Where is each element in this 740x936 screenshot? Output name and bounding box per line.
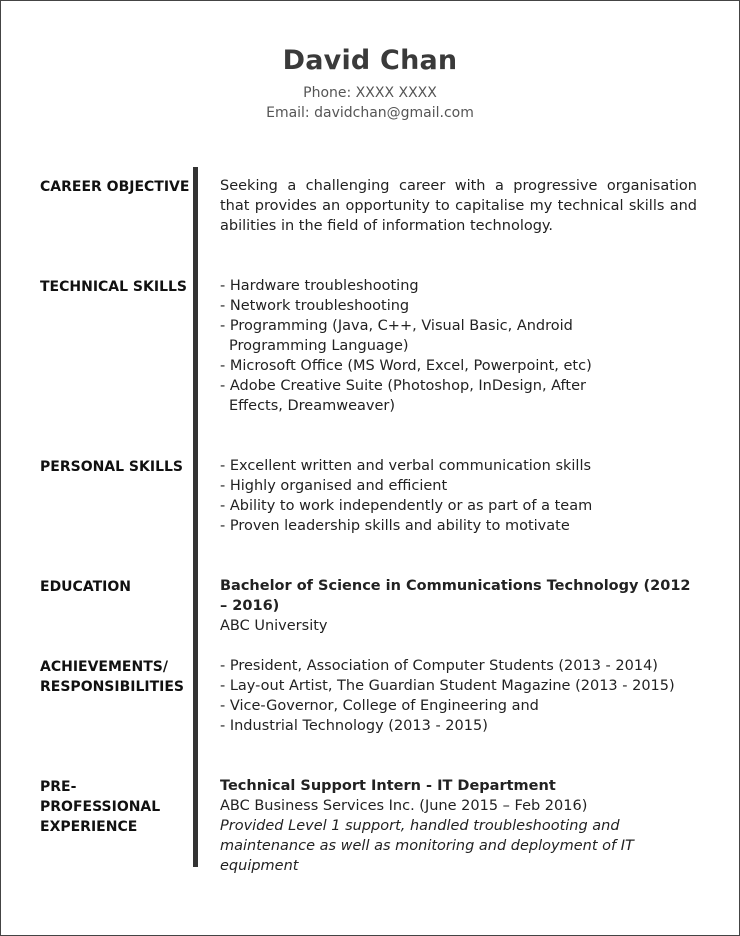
achievements-list [220,656,697,736]
list-item: - Microsoft Office (MS Word, Excel, Powerpoint, etc) [220,358,592,374]
list-item: - Vice-Governor, College of Engineering and [220,698,539,714]
section-label-education: EDUCATION [40,579,131,595]
experience-block [220,776,697,876]
resume-name: David Chan [282,45,458,76]
achievements-label-line1: ACHIEVEMENTS/ [40,659,168,675]
contact-email: Email: davidchan@gmail.com [266,105,474,121]
section-label-experience [40,777,190,837]
section-label-personal-skills: PERSONAL SKILLS [40,459,184,475]
achievements-label-line2: RESPONSIBILITIES [40,679,185,695]
list-item: - Lay-out Artist, The Guardian Student Magazine (2013 - 2015) [220,678,675,694]
technical-skills-list [220,276,697,416]
list-item: - President, Association of Computer Students (2013 - 2014) [220,658,658,674]
experience-label-line2: EXPERIENCE [40,819,138,835]
experience-company: ABC Business Services Inc. (June 2015 – Feb 2016) [220,798,588,814]
section-label-achievements [40,657,190,697]
list-item: - Adobe Creative Suite (Photoshop, InDesign, After Effects, Dreamweaver) [220,378,586,414]
list-item: - Proven leadership skills and ability to motivate [220,518,570,534]
education-school: ABC University [220,618,328,634]
education-degree: Bachelor of Science in Communications Technology (2012 – 2016) [220,578,691,614]
experience-label-line1: PRE-PROFESSIONAL [40,779,161,815]
list-item: - Industrial Technology (2013 - 2015) [220,718,488,734]
experience-description: Provided Level 1 support, handled troubleshooting and maintenance as well as monitoring and deployment of IT equipment [220,818,634,874]
experience-role: Technical Support Intern - IT Department [220,778,556,794]
list-item: - Highly organised and efficient [220,478,448,494]
vertical-divider [193,167,198,867]
career-objective-text: Seeking a challenging career with a progressive organisation that provides an opportunity to capitalise my technical skills and abilities in the field of information technology. [220,178,697,234]
section-label-technical-skills: TECHNICAL SKILLS [40,279,187,295]
list-item: - Excellent written and verbal communication skills [220,458,592,474]
contact-phone: Phone: XXXX XXXX [303,85,437,101]
list-item: - Network troubleshooting [220,298,410,314]
education-block [220,576,697,636]
section-label-career-objective: CAREER OBJECTIVE [40,179,190,195]
list-item: - Hardware troubleshooting [220,278,419,294]
list-item: - Programming (Java, C++, Visual Basic, Android Programming Language) [220,318,573,354]
personal-skills-list [220,456,697,536]
list-item: - Ability to work independently or as part of a team [220,498,593,514]
